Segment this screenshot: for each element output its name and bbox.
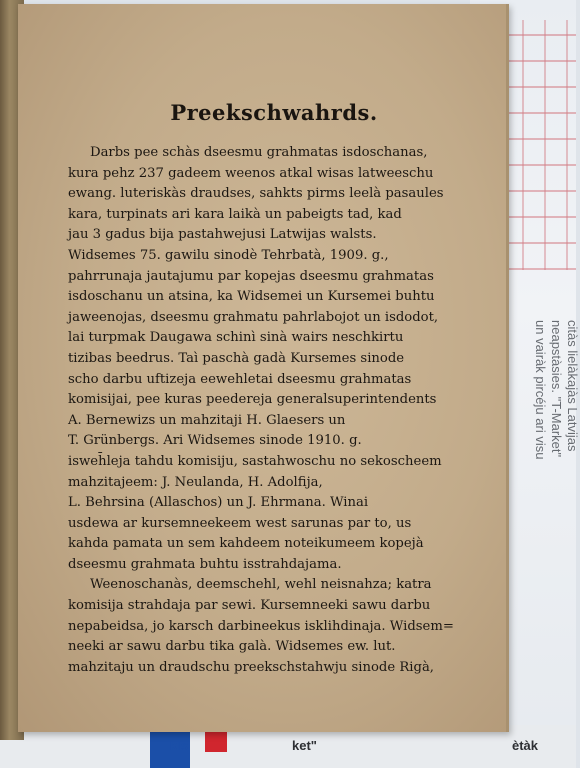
text-line: kahda pamata un sem kahdeem noteikumeem kopejà (68, 536, 424, 552)
newspaper-line: neapstàsies. "T-Market" (549, 320, 564, 458)
text-line: pahrrunaja jautajumu par kopejas dseesmu grahmatas (68, 268, 434, 284)
newspaper-bottom-fragment: kls (170, 738, 189, 753)
text-line: scho darbu uftizeja eewehletai dseesmu grahmatas (68, 371, 412, 387)
text-line: isdoschanu un atsina, ka Widsemei un Kursemei buhtu (68, 289, 435, 305)
text-line: lai turpmak Daugawa schinì sinà wairs neschkirtu (68, 330, 404, 346)
text-line: jau 3 gadus bija pastahwejusi Latwijas walsts. (68, 227, 377, 243)
text-line: mahzitajeem: J. Neulanda, H. Adolfija, (68, 474, 323, 490)
text-line: Weenoschanàs, deemschehl, wehl neisnahza; katra (90, 577, 432, 593)
text-line: jaweenojas, dseesmu grahmatu pahrlabojot un isdodot, (68, 309, 439, 325)
text-line: komisija strahdaja par sewi. Kursemneeki sawu darbu (68, 598, 431, 614)
paragraph-1 (68, 143, 480, 575)
text-line: kara, turpinats ari kara laikà un pabeigts tad, kad (68, 206, 402, 222)
text-line: komisijai, pee kuras peedereja generalsuperintendents (68, 392, 437, 408)
book-page (18, 4, 509, 732)
newspaper-table-grid (500, 20, 576, 270)
text-line: Darbs pee schàs dseesmu grahmatas isdoschanas, (90, 145, 428, 160)
newspaper-rotated-text (520, 320, 580, 620)
text-line: Widsemes 75. gawilu sinodè Tehrbatà, 1909. g., (68, 247, 389, 263)
text-line: usdewa ar kursemneekeem west sarunas par to, us (68, 515, 412, 531)
text-line: L. Behrsina (Allaschos) un J. Ehrmana. Winai (68, 495, 369, 511)
text-line: T. Grünbergs. Ari Widsemes sinode 1910. g. (68, 433, 362, 449)
page-title: Preekschwahrds. (170, 100, 378, 125)
red-print-block (205, 732, 227, 752)
text-line: neeki ar sawu darbu tika galà. Widsemes ew. lut. (68, 639, 396, 655)
text-line: ewang. luteriskàs draudses, sahkts pirms leelà pasaules (68, 186, 444, 202)
text-line: kura pehz 237 gadeem weenos atkal wisas latweeschu (68, 165, 434, 181)
paragraph-2 (68, 575, 480, 678)
text-line: isweh̄leja tahdu komisiju, sastahwoschu no sekoscheem (68, 453, 442, 469)
newspaper-bottom-fragment: ètàk (512, 738, 539, 753)
newspaper-line: citàs lielàkajàs Latvijas (565, 320, 580, 452)
newspaper-bottom-fragment: ket" (292, 738, 317, 753)
text-line: mahzitaju un draudschu preekschstahwju sinode Rigà, (68, 659, 434, 675)
text-line: nepabeidsa, jo karsch darbineekus isklihdinaja. Widsem= (68, 618, 454, 634)
text-line: A. Bernewizs un mahzitaji H. Glaesers un (68, 412, 346, 428)
text-line: dseesmu grahmata buhtu isstrahdajama. (68, 556, 342, 572)
text-line: tizibas beedrus. Taì paschà gadà Kursemes sinode (68, 350, 405, 366)
page-text-block (68, 100, 480, 678)
newspaper-line: un vairàk pircéju ari visu (533, 320, 548, 460)
